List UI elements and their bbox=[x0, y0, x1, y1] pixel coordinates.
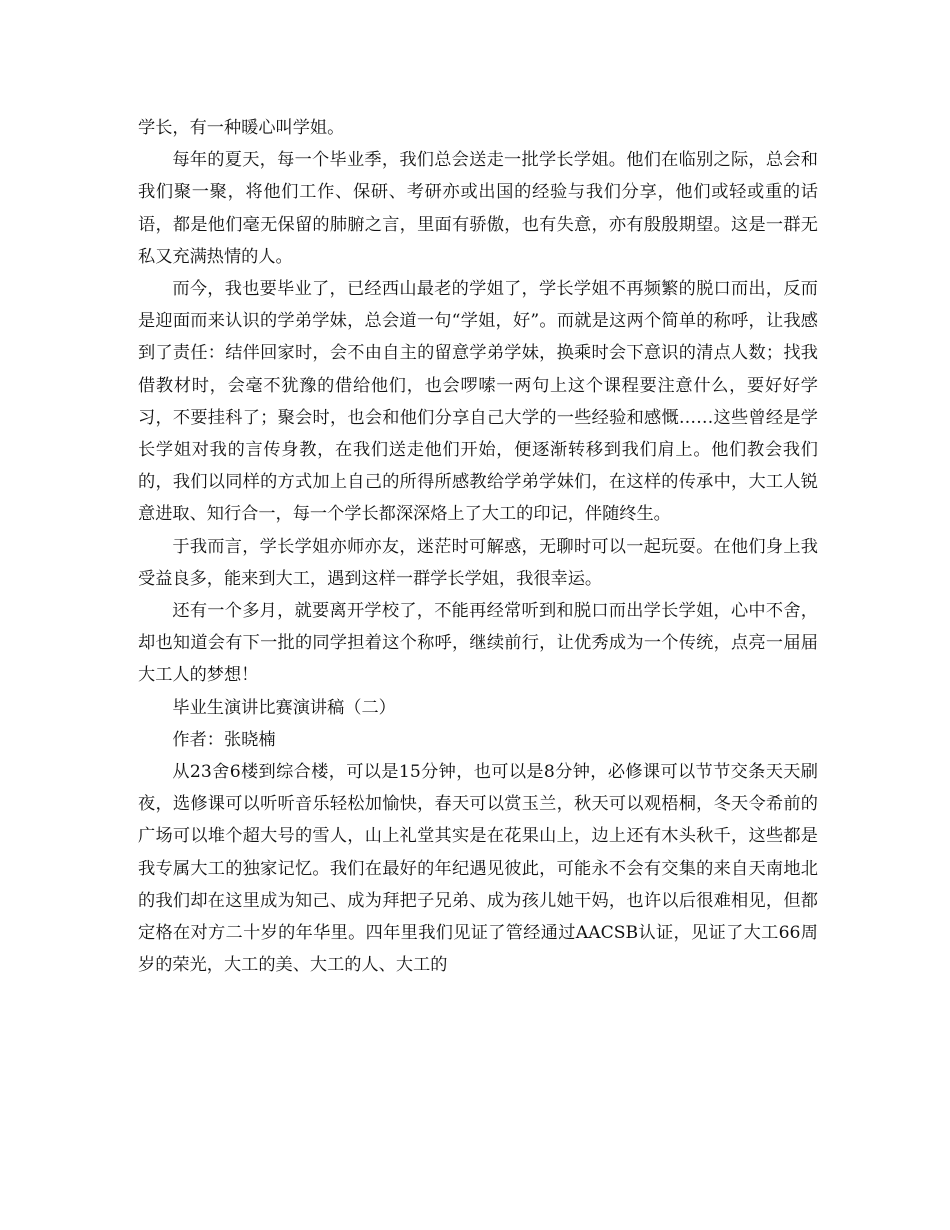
document-body bbox=[138, 112, 818, 981]
paragraph: 学长，有一种暖心叫学姐。 bbox=[138, 118, 345, 138]
paragraph: 而今，我也要毕业了，已经西山最老的学姐了，学长学姐不再频繁的脱口而出，反而是迎面而来认识的学弟学妹，总会道一句“学姐，好”。而就是这两个简单的称呼，让我感到了责任：结伴回家时，会不由自主的留意学弟学妹，换乘时会下意识的清点人数；找我借教材时，会毫不犹豫的借给他们，也会啰嗦一两句上这个课程要注意什么，要好好学习，不要挂科了；聚会时，也会和他们分享自己大学的一些经验和感慨……这些曾经是学长学姐对我的言传身教，在我们送走他们开始，便逐渐转移到我们肩上。他们教会我们的，我们以同样的方式加上自己的所得所感教给学弟学妹们，在这样的传承中，大工人锐意进取、知行合一，每一个学长都深深烙上了大工的印记，伴随终生。 bbox=[138, 279, 818, 525]
paragraph: 于我而言，学长学姐亦师亦友，迷茫时可解惑，无聊时可以一起玩耍。在他们身上我受益良多，能来到大工，遇到这样一群学长学姐，我很幸运。 bbox=[138, 536, 818, 589]
paragraph: 从23舍6楼到综合楼，可以是15分钟，也可以是8分钟，必修课可以节节交条天天刷夜，选修课可以听听音乐轻松加愉快，春天可以赏玉兰，秋天可以观梧桐，冬天令希前的广场可以堆个超大号的雪人，山上礼堂其实是在花果山上，边上还有木头秋千，这些都是我专属大工的独家记忆。我们在最好的年纪遇见彼此，可能永不会有交集的来自天南地北的我们却在这里成为知己、成为拜把子兄弟、成为孩儿她干妈，也许以后很难相见，但都定格在对方二十岁的年华里。四年里我们见证了管经通过AACSB认证，见证了大工66周岁的荣光，大工的美、大工的人、大工的 bbox=[138, 762, 818, 976]
paragraph: 每年的夏天，每一个毕业季，我们总会送走一批学长学姐。他们在临别之际，总会和我们聚一聚，将他们工作、保研、考研亦或出国的经验与我们分享，他们或轻或重的话语，都是他们毫无保留的肺腑之言，里面有骄傲，也有失意，亦有殷殷期望。这是一群无私又充满热情的人。 bbox=[138, 150, 818, 267]
author-line: 作者：张晓楠 bbox=[172, 729, 276, 750]
paragraph: 还有一个多月，就要离开学校了，不能再经常听到和脱口而出学长学姐，心中不舍，却也知道会有下一批的同学担着这个称呼，继续前行，让优秀成为一个传统，点亮一届届大工人的梦想！ bbox=[138, 601, 818, 686]
section-title: 毕业生演讲比赛演讲稿（二） bbox=[172, 697, 396, 718]
